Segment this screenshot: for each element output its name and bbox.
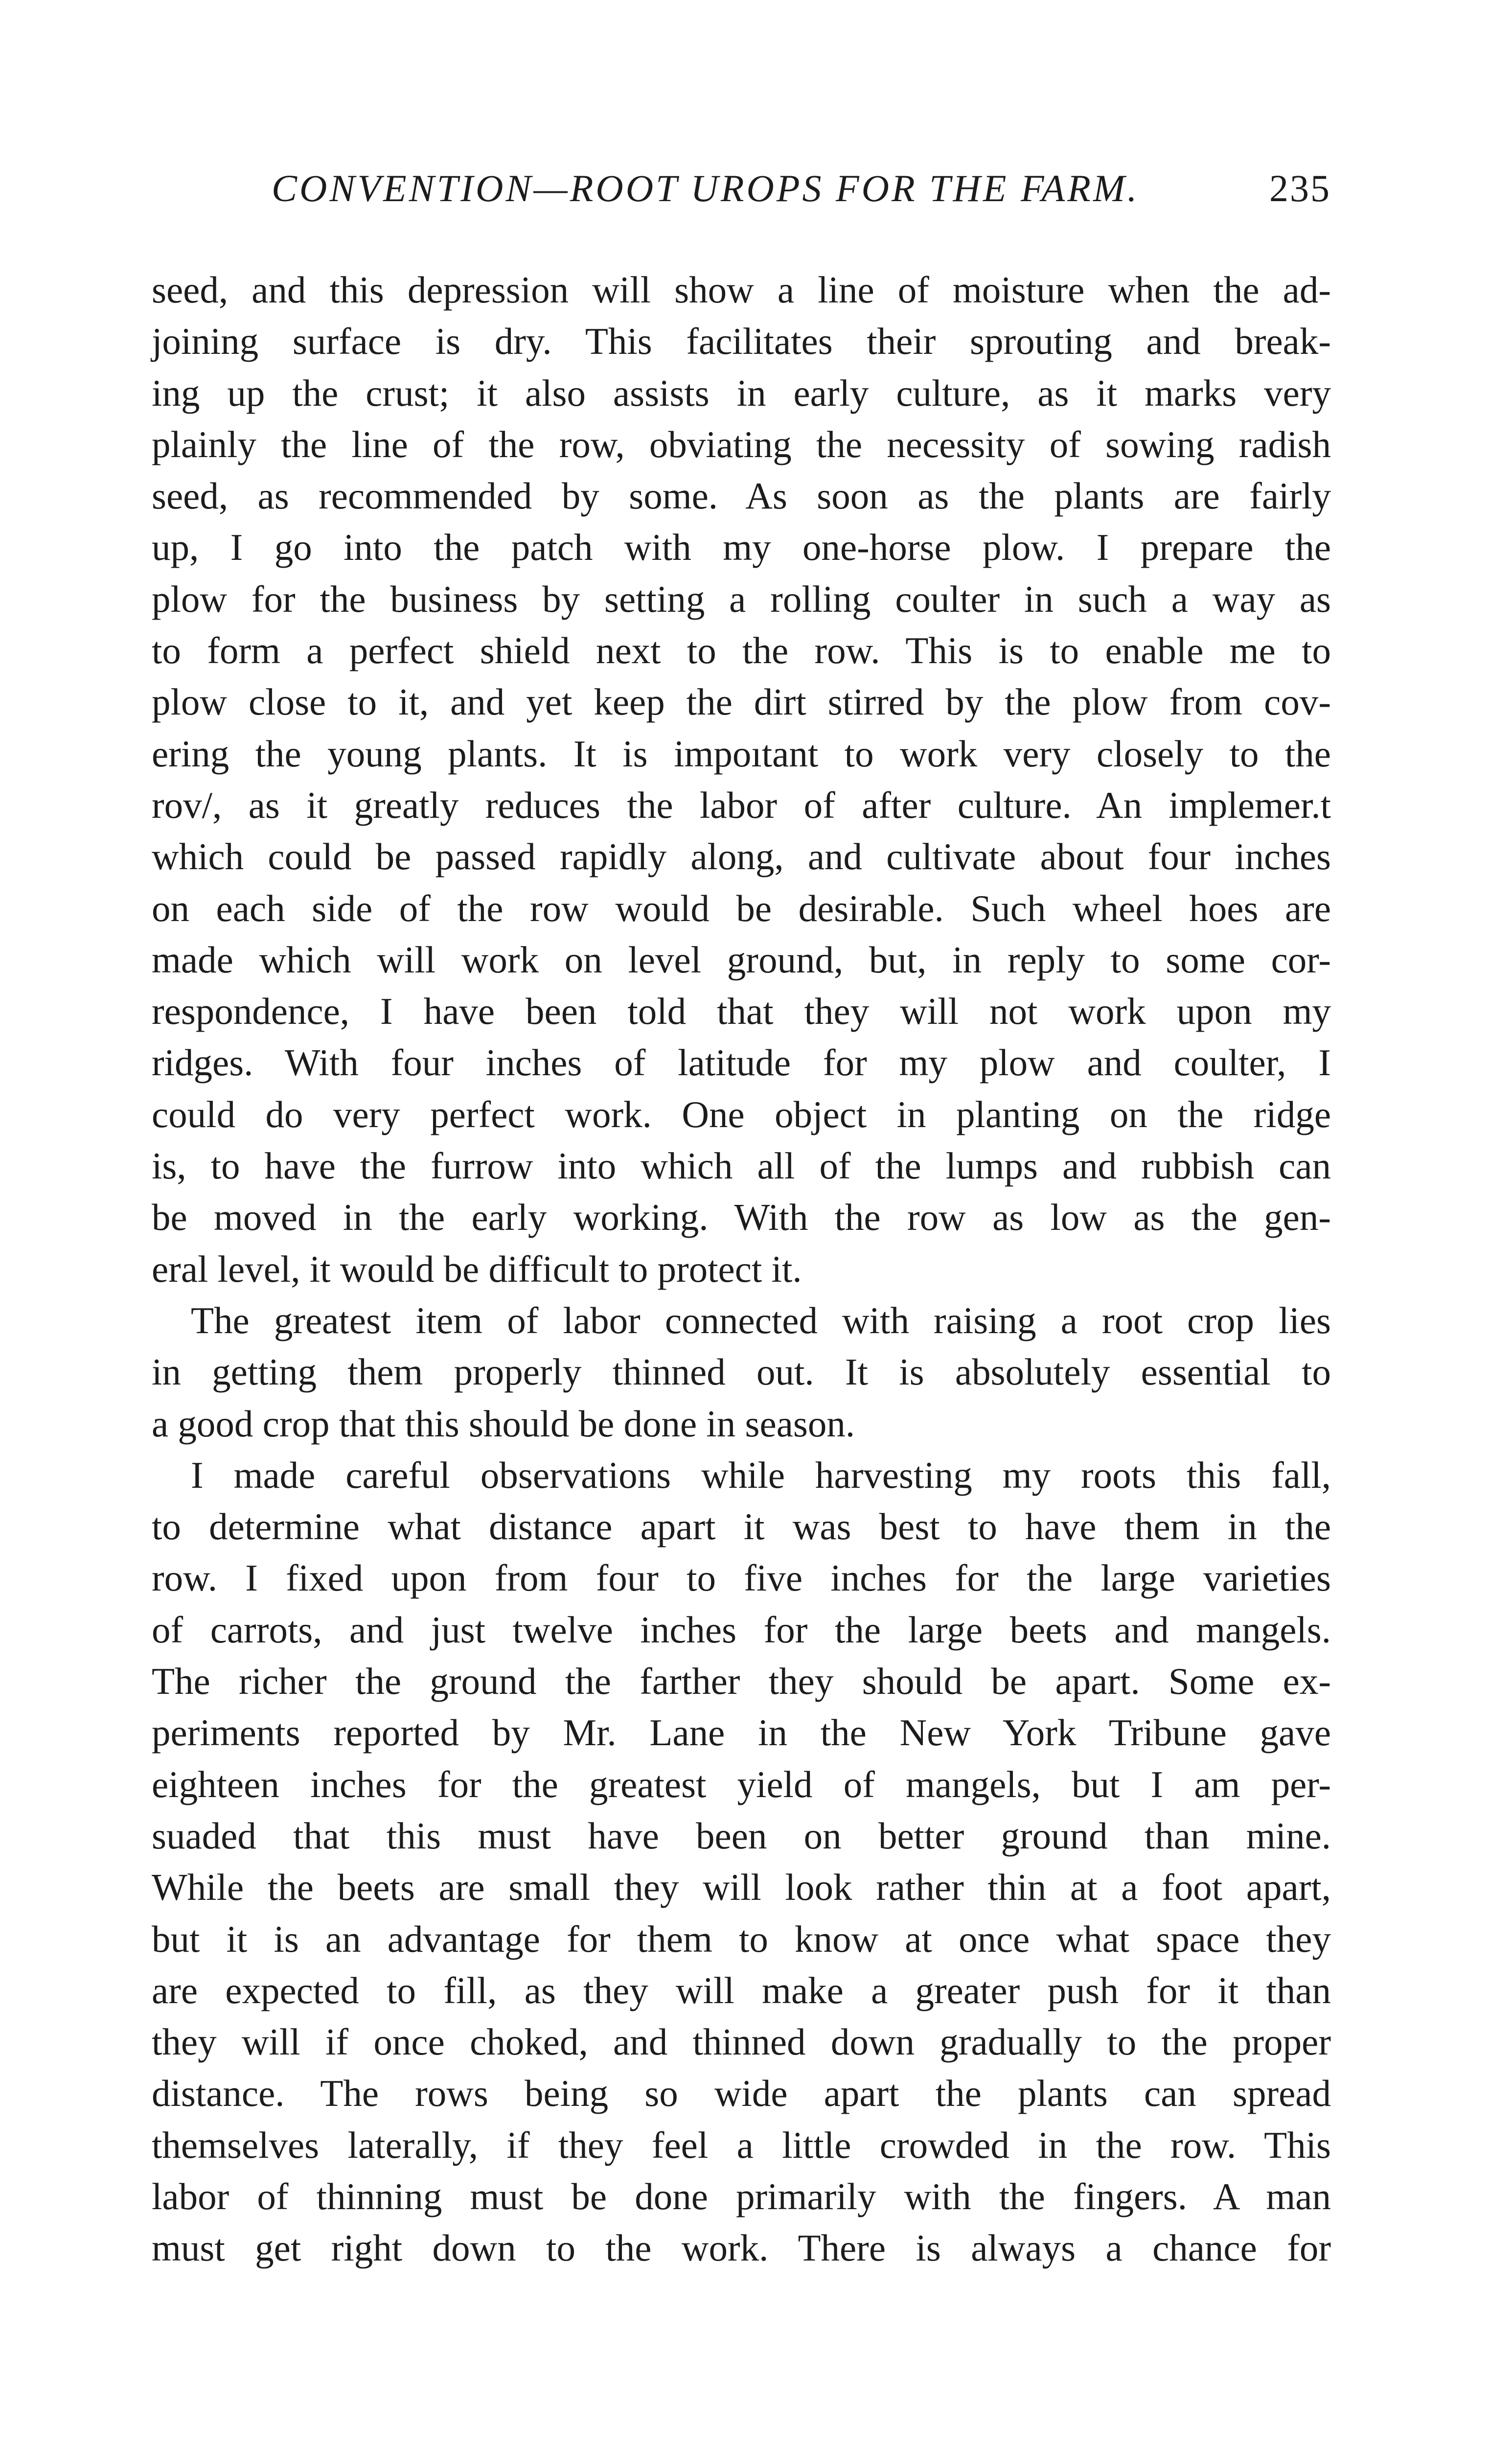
text-line: plainly the line of the row, obviating the necessity of sowing radish: [152, 423, 1331, 465]
text-line: suaded that this must have been on better ground than mine.: [152, 1814, 1331, 1857]
text-line: must get right down to the work. There is always a chance for: [152, 2227, 1331, 2269]
text-line: made which will work on level ground, but, in reply to some cor-: [152, 938, 1331, 981]
text-line: row. I fixed upon from four to five inches for the large varieties: [152, 1557, 1331, 1599]
page-number: 235: [1269, 167, 1331, 209]
text-line: to form a perfect shield next to the row. This is to enable me to: [152, 629, 1331, 672]
text-line: seed, and this depression will show a line of moisture when the ad-: [152, 269, 1331, 311]
text-line: joining surface is dry. This facilitates their sprouting and break-: [152, 320, 1331, 363]
text-line: to determine what distance apart it was best to have them in the: [152, 1505, 1331, 1548]
text-line: The richer the ground the farther they should be apart. Some ex-: [152, 1660, 1331, 1703]
text-line: ing up the crust; it also assists in early culture, as it marks very: [152, 371, 1331, 414]
text-line: rov/, as it greatly reduces the labor of after culture. An implemer.t: [152, 784, 1331, 826]
paragraph-last-line: eral level, it would be difficult to protect it.: [152, 1247, 802, 1290]
text-line: ering the young plants. It is impoıtant to work very closely to the: [152, 732, 1331, 775]
paragraph-first-line: The greatest item of labor connected with raising a root crop lies: [191, 1299, 1331, 1341]
text-line: eighteen inches for the greatest yield of mangels, but I am per-: [152, 1763, 1331, 1805]
text-line: but it is an advantage for them to know at once what space they: [152, 1917, 1331, 1960]
text-line: While the beets are small they will look rather thin at a foot apart,: [152, 1866, 1331, 1909]
text-line: seed, as recommended by some. As soon as the plants are fairly: [152, 475, 1331, 517]
text-line: in getting them properly thinned out. It is absolutely essential to: [152, 1351, 1331, 1393]
paragraph-last-line: a good crop that this should be done in season.: [152, 1402, 855, 1445]
text-line: plow for the business by setting a rolling coulter in such a way as: [152, 577, 1331, 620]
paragraph-first-line: I made careful observations while harvesting my roots this fall,: [191, 1454, 1331, 1496]
text-line: labor of thinning must be done primarily with the fingers. A man: [152, 2175, 1331, 2217]
text-line: is, to have the furrow into which all of the lumps and rubbish can: [152, 1145, 1331, 1187]
text-line: themselves laterally, if they feel a little crowded in the row. This: [152, 2124, 1331, 2166]
running-title: CONVENTION—ROOT UROPS FOR THE FARM.: [272, 167, 1140, 209]
text-line: periments reported by Mr. Lane in the New York Tribune gave: [152, 1711, 1331, 1754]
text-line: could do very perfect work. One object in planting on the ridge: [152, 1093, 1331, 1135]
text-line: on each side of the row would be desirable. Such wheel hoes are: [152, 887, 1331, 929]
text-line: respondence, I have been told that they will not work upon my: [152, 990, 1331, 1033]
text-line: are expected to fill, as they will make a greater push for it than: [152, 1969, 1331, 2011]
text-line: plow close to it, and yet keep the dirt stirred by the plow from cov-: [152, 681, 1331, 723]
text-line: of carrots, and just twelve inches for the large beets and mangels.: [152, 1608, 1331, 1651]
text-line: up, I go into the patch with my one-horse plow. I prepare the: [152, 526, 1331, 569]
text-line: they will if once choked, and thinned down gradually to the proper: [152, 2021, 1331, 2063]
text-line: distance. The rows being so wide apart the plants can spread: [152, 2072, 1331, 2115]
running-head: [152, 162, 1331, 215]
body-text: [152, 264, 1331, 2274]
text-line: ridges. With four inches of latitude for my plow and coulter, I: [152, 1041, 1331, 1084]
text-line: be moved in the early working. With the row as low as the gen-: [152, 1196, 1331, 1239]
text-line: which could be passed rapidly along, and cultivate about four inches: [152, 835, 1331, 878]
